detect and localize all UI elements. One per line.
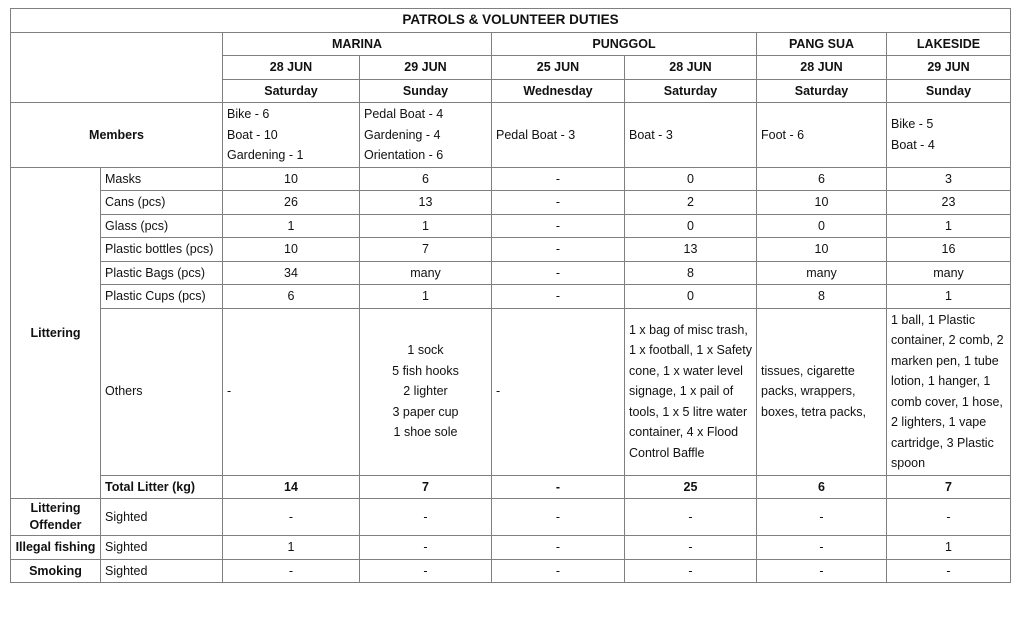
table-cell: 34	[223, 261, 360, 285]
members-cell: Pedal Boat - 4 Gardening - 4 Orientation - 6	[360, 103, 492, 168]
table-cell: 1	[887, 536, 1011, 560]
total-cell: 6	[757, 475, 887, 499]
table-cell: 1	[887, 285, 1011, 309]
column-date: 25 JUN	[492, 56, 625, 80]
table-cell: 7	[360, 238, 492, 262]
sighting-row	[11, 536, 1011, 560]
table-cell: 6	[757, 167, 887, 191]
table-cell: many	[757, 261, 887, 285]
table-row	[11, 238, 1011, 262]
table-cell: 10	[223, 238, 360, 262]
members-cell: Foot - 6	[757, 103, 887, 168]
table-cell: -	[887, 499, 1011, 536]
sighting-row	[11, 499, 1011, 536]
row-label: Plastic bottles (pcs)	[101, 238, 223, 262]
title-row	[11, 9, 1011, 33]
sighting-category: Smoking	[11, 559, 101, 583]
table-cell: -	[492, 261, 625, 285]
duties-table	[10, 8, 1011, 583]
others-row	[11, 308, 1011, 475]
others-cell: 1 x bag of misc trash, 1 x football, 1 x Safety cone, 1 x water level signage, 1 x pail of tools, 1 x 5 litre water container, 4 x Flood Control Baffle	[625, 308, 757, 475]
table-cell: -	[625, 559, 757, 583]
column-day: Saturday	[757, 79, 887, 103]
members-label: Members	[11, 103, 223, 168]
table-cell: -	[492, 167, 625, 191]
location-punggol: PUNGGOL	[492, 32, 757, 56]
table-cell: 0	[625, 285, 757, 309]
total-cell: 25	[625, 475, 757, 499]
table-cell: 0	[625, 167, 757, 191]
table-cell: 10	[757, 191, 887, 215]
table-row	[11, 191, 1011, 215]
table-row	[11, 214, 1011, 238]
table-cell: -	[223, 499, 360, 536]
row-label: Sighted	[101, 499, 223, 536]
table-cell: 26	[223, 191, 360, 215]
table-cell: 8	[625, 261, 757, 285]
table-cell: -	[360, 536, 492, 560]
others-cell: -	[223, 308, 360, 475]
column-day: Sunday	[360, 79, 492, 103]
table-cell: -	[492, 214, 625, 238]
column-day: Sunday	[887, 79, 1011, 103]
table-cell: 16	[887, 238, 1011, 262]
table-cell: 13	[360, 191, 492, 215]
table-cell: -	[887, 559, 1011, 583]
row-label: Cans (pcs)	[101, 191, 223, 215]
members-cell: Bike - 5 Boat - 4	[887, 103, 1011, 168]
total-row	[11, 475, 1011, 499]
table-cell: 1	[223, 214, 360, 238]
sighting-category: Illegal fishing	[11, 536, 101, 560]
column-date: 28 JUN	[757, 56, 887, 80]
members-cell: Bike - 6 Boat - 10 Gardening - 1	[223, 103, 360, 168]
table-cell: -	[625, 536, 757, 560]
table-cell: -	[492, 536, 625, 560]
table-cell: -	[492, 499, 625, 536]
row-label: Masks	[101, 167, 223, 191]
table-cell: 23	[887, 191, 1011, 215]
column-date: 28 JUN	[223, 56, 360, 80]
littering-category: Littering	[11, 167, 101, 499]
table-cell: 0	[625, 214, 757, 238]
table-cell: -	[360, 559, 492, 583]
sighting-category: Littering Offender	[11, 499, 101, 536]
column-day: Wednesday	[492, 79, 625, 103]
column-date: 28 JUN	[625, 56, 757, 80]
members-row	[11, 103, 1011, 168]
total-label: Total Litter (kg)	[101, 475, 223, 499]
table-row	[11, 285, 1011, 309]
table-row	[11, 167, 1011, 191]
location-header-row	[11, 32, 1011, 56]
table-cell: 1	[887, 214, 1011, 238]
column-day: Saturday	[625, 79, 757, 103]
location-marina: MARINA	[223, 32, 492, 56]
table-cell: -	[360, 499, 492, 536]
total-cell: 14	[223, 475, 360, 499]
total-cell: 7	[887, 475, 1011, 499]
table-cell: 6	[223, 285, 360, 309]
table-cell: -	[492, 191, 625, 215]
table-cell: 1	[360, 285, 492, 309]
table-cell: -	[757, 559, 887, 583]
others-cell: 1 ball, 1 Plastic container, 2 comb, 2 marken pen, 1 tube lotion, 1 hanger, 1 comb cover, 1 hose, 2 lighters, 1 vape cartridge, 3 Plastic spoon	[887, 308, 1011, 475]
table-cell: many	[360, 261, 492, 285]
row-label: Sighted	[101, 536, 223, 560]
column-date: 29 JUN	[887, 56, 1011, 80]
members-cell: Pedal Boat - 3	[492, 103, 625, 168]
column-date: 29 JUN	[360, 56, 492, 80]
table-cell: -	[492, 559, 625, 583]
total-cell: 7	[360, 475, 492, 499]
row-label: Plastic Cups (pcs)	[101, 285, 223, 309]
row-label: Plastic Bags (pcs)	[101, 261, 223, 285]
table-title: PATROLS & VOLUNTEER DUTIES	[11, 9, 1011, 33]
row-label: Sighted	[101, 559, 223, 583]
location-pang-sua: PANG SUA	[757, 32, 887, 56]
sighting-row	[11, 559, 1011, 583]
table-cell: 8	[757, 285, 887, 309]
others-cell: -	[492, 308, 625, 475]
others-cell: tissues, cigarette packs, wrappers, boxes, tetra packs,	[757, 308, 887, 475]
table-cell: many	[887, 261, 1011, 285]
column-day: Saturday	[223, 79, 360, 103]
table-cell: 3	[887, 167, 1011, 191]
table-cell: -	[625, 499, 757, 536]
row-label: Others	[101, 308, 223, 475]
table-cell: 6	[360, 167, 492, 191]
table-cell: 2	[625, 191, 757, 215]
table-cell: 10	[757, 238, 887, 262]
table-cell: -	[492, 285, 625, 309]
table-cell: -	[757, 499, 887, 536]
table-cell: 10	[223, 167, 360, 191]
row-label: Glass (pcs)	[101, 214, 223, 238]
location-lakeside: LAKESIDE	[887, 32, 1011, 56]
table-cell: -	[492, 238, 625, 262]
total-cell: -	[492, 475, 625, 499]
others-cell: 1 sock 5 fish hooks 2 lighter 3 paper cup 1 shoe sole	[360, 308, 492, 475]
members-cell: Boat - 3	[625, 103, 757, 168]
table-cell: -	[223, 559, 360, 583]
table-cell: 0	[757, 214, 887, 238]
header-blank-cell	[11, 32, 223, 103]
table-cell: 13	[625, 238, 757, 262]
table-cell: 1	[360, 214, 492, 238]
table-cell: -	[757, 536, 887, 560]
table-cell: 1	[223, 536, 360, 560]
table-row	[11, 261, 1011, 285]
duties-table-wrapper	[10, 8, 1011, 583]
